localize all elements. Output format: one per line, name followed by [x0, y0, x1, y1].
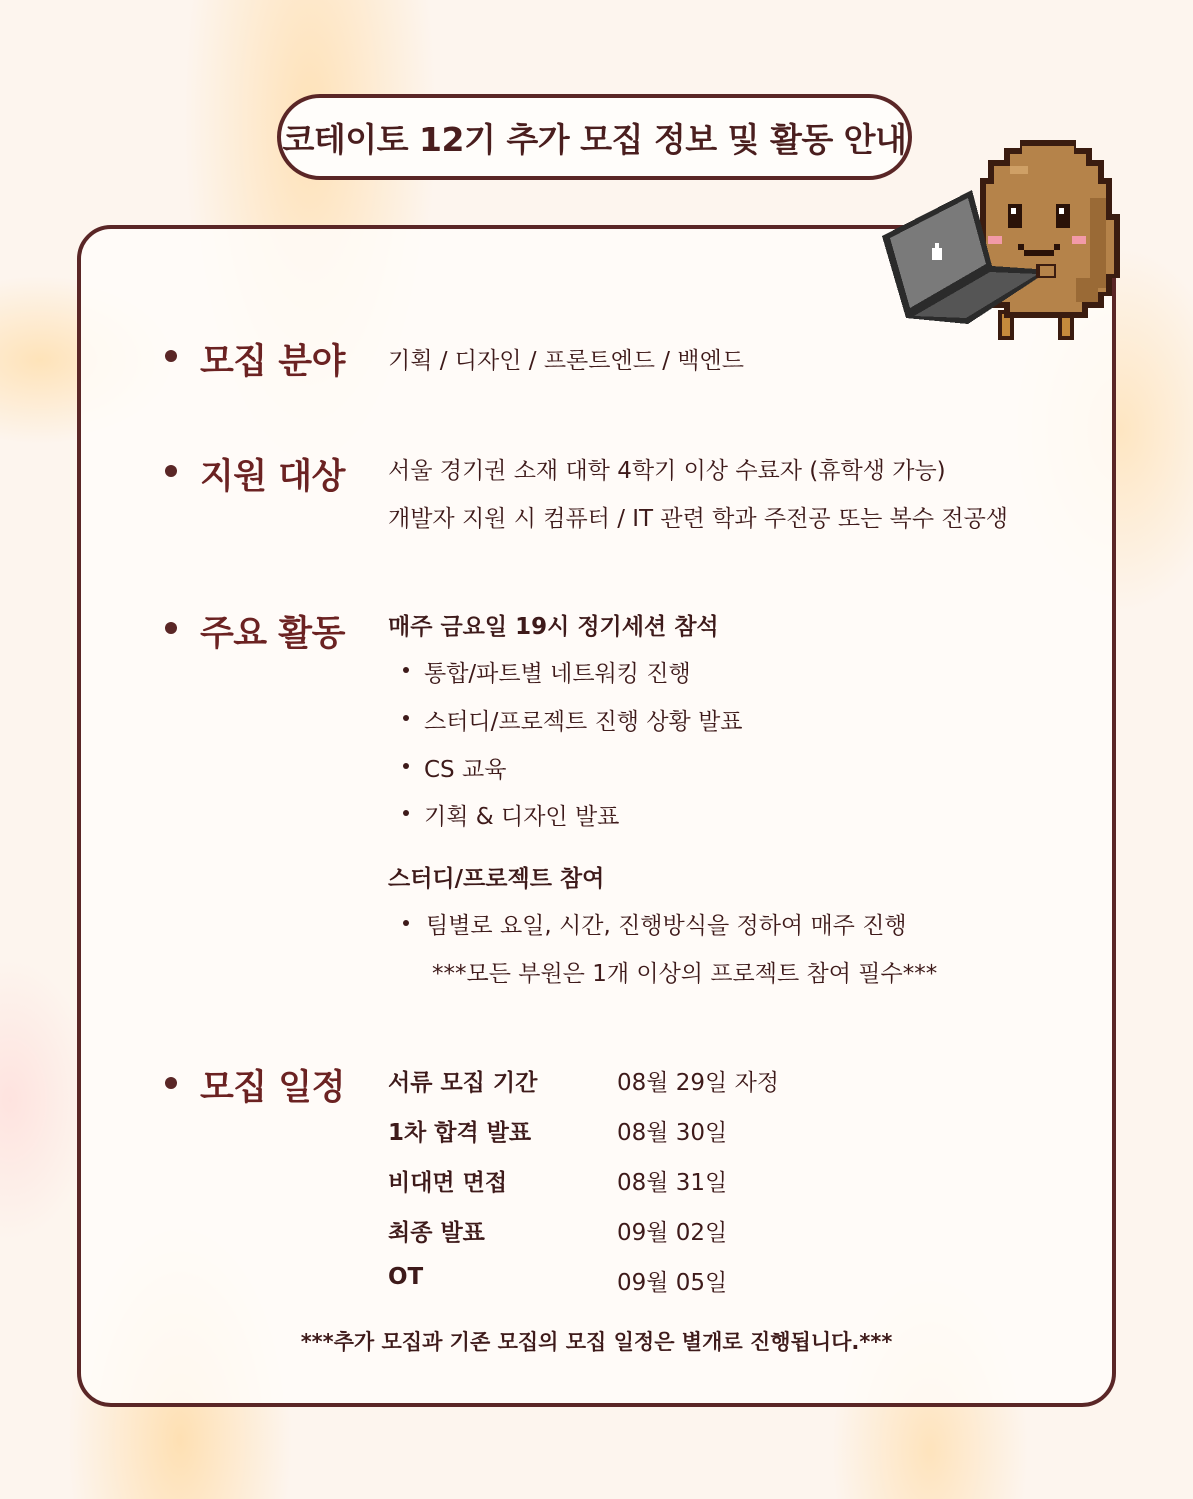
schedule-value: 08월 29일 자정 — [617, 1070, 780, 1096]
section-label-schedule: 모집 일정 — [200, 1068, 345, 1108]
list-bullet — [403, 763, 409, 769]
section-label-activity: 주요 활동 — [200, 614, 345, 654]
page-title — [277, 94, 912, 180]
study-note: ***모든 부원은 1개 이상의 프로젝트 참여 필수*** — [432, 961, 938, 987]
list-item: 통합/파트별 네트워킹 진행 — [424, 661, 691, 687]
list-bullet — [403, 920, 409, 926]
potato-mascot-icon — [880, 138, 1135, 348]
list-bullet — [403, 715, 409, 721]
schedule-value: 08월 31일 — [617, 1170, 728, 1196]
section-label-target: 지원 대상 — [200, 457, 345, 497]
section-bullet — [165, 1077, 177, 1089]
target-line: 개발자 지원 시 컴퓨터 / IT 관련 학과 주전공 또는 복수 전공생 — [388, 506, 1009, 532]
list-bullet — [403, 810, 409, 816]
section-bullet — [165, 622, 177, 634]
list-bullet — [403, 667, 409, 673]
list-item: 기획 & 디자인 발표 — [424, 804, 620, 830]
section-label-field: 모집 분야 — [200, 342, 345, 382]
field-text: 기획 / 디자인 / 프론트엔드 / 백엔드 — [388, 348, 744, 374]
schedule-label: 1차 합격 발표 — [388, 1120, 532, 1146]
session-title: 매주 금요일 19시 정기세션 참석 — [388, 614, 719, 640]
footer-note: ***추가 모집과 기존 모집의 모집 일정은 별개로 진행됩니다.*** — [300, 1330, 893, 1354]
list-item: 팀별로 요일, 시간, 진행방식을 정하여 매주 진행 — [426, 913, 907, 939]
schedule-label: 서류 모집 기간 — [388, 1070, 538, 1096]
schedule-label: OT — [388, 1264, 424, 1290]
schedule-value: 09월 05일 — [617, 1270, 728, 1296]
section-bullet — [165, 350, 177, 362]
list-item: 스터디/프로젝트 진행 상황 발표 — [424, 709, 743, 735]
target-line: 서울 경기권 소재 대학 4학기 이상 수료자 (휴학생 가능) — [388, 458, 946, 484]
page-title-text: 코테이토 12기 추가 모집 정보 및 활동 안내 — [282, 119, 907, 159]
schedule-value: 09월 02일 — [617, 1220, 728, 1246]
list-item: CS 교육 — [424, 757, 507, 783]
schedule-label: 비대면 면접 — [388, 1170, 508, 1196]
study-title: 스터디/프로젝트 참여 — [388, 866, 605, 892]
section-bullet — [165, 465, 177, 477]
schedule-value: 08월 30일 — [617, 1120, 728, 1146]
schedule-label: 최종 발표 — [388, 1220, 485, 1246]
